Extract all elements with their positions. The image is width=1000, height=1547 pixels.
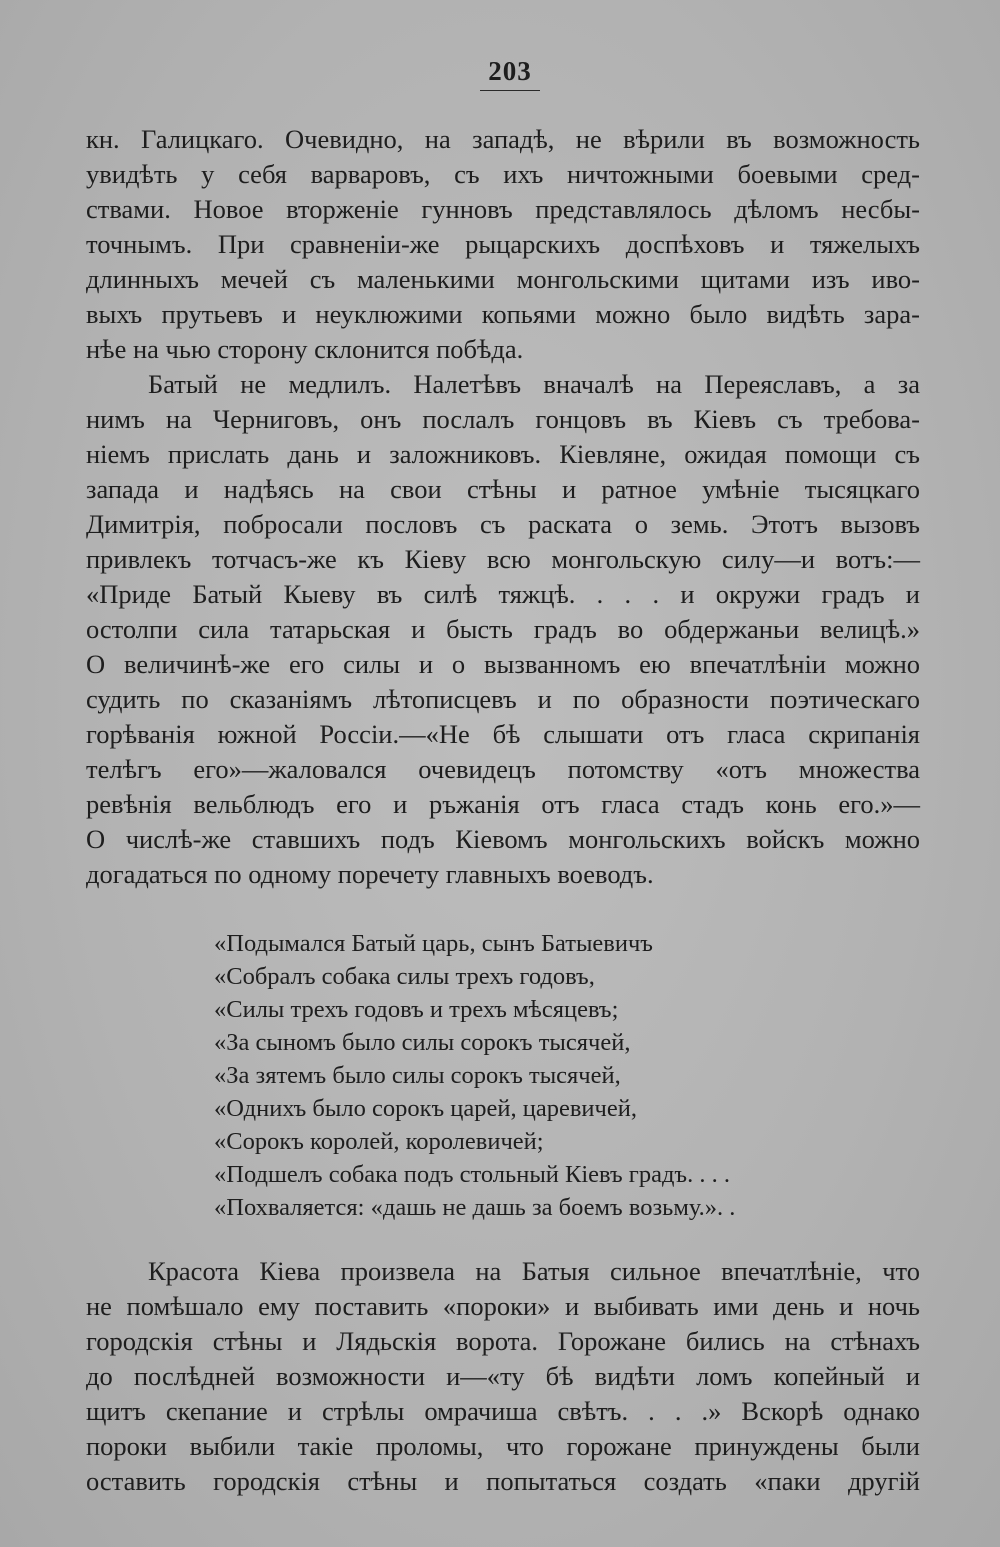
paragraph2-line: телѣгъ его»—жаловался очевидецъ потомству «отъ множества (86, 754, 920, 784)
paragraph2-line: ніемъ прислать дань и заложниковъ. Кіевляне, ожидая помощи съ (86, 439, 920, 469)
paragraph1-line: ствами. Новое вторженіе гунновъ представлялось дѣломъ несбы- (86, 194, 920, 224)
verse-line: «За сыномъ было силы сорокъ тысячей, (214, 1029, 631, 1056)
verse-line: «Похваляется: «дашь не дашь за боемъ возьму.». . (214, 1194, 736, 1221)
paragraph2-line: привлекъ тотчасъ-же къ Кіеву всю монгольскую силу—и вотъ:— (86, 544, 920, 574)
paragraph2-line: О величинѣ-же его силы и о вызванномъ ею впечатлѣніи можно (86, 649, 920, 679)
paragraph2-line: «Приде Батый Кыеву въ силѣ тяжцѣ. . . . и окружи градъ и (86, 579, 920, 609)
paragraph2-line: остолпи сила татарьская и бысть градъ во обдержаньи велицѣ.» (86, 614, 920, 644)
paragraph3-line: до послѣдней возможности и—«ту бѣ видѣти ломъ копейный и (86, 1361, 920, 1391)
paragraph2-line: нимъ на Черниговъ, онъ послалъ гонцовъ въ Кіевъ съ требова- (86, 404, 920, 434)
paragraph3-line: городскія стѣны и Лядьскія ворота. Горожане бились на стѣнахъ (86, 1326, 920, 1356)
paragraph2-line: судить по сказаніямъ лѣтописцевъ и по образности поэтическаго (86, 684, 920, 714)
verse-line: «Однихъ было сорокъ царей, царевичей, (214, 1095, 637, 1122)
paragraph3-line: Красота Кіева произвела на Батыя сильное впечатлѣніе, что (148, 1256, 920, 1286)
paragraph2-line: Димитрія, побросали пословъ съ раската о земь. Этотъ вызовъ (86, 509, 920, 539)
paragraph2-line: горѣванія южной Россіи.—«Не бѣ слышати отъ гласа скрипанія (86, 719, 920, 749)
paragraph2-line: запада и надѣясь на свои стѣны и ратное умѣніе тысяцкаго (86, 474, 920, 504)
paragraph1-line: кн. Галицкаго. Очевидно, на западѣ, не вѣрили въ возможность (86, 124, 920, 154)
verse-line: «Подымался Батый царь, сынъ Батыевичъ (214, 930, 653, 957)
paragraph2-line: догадаться по одному поречету главныхъ воеводъ. (86, 859, 654, 889)
verse-line: «За зятемъ было силы сорокъ тысячей, (214, 1062, 621, 1089)
verse-line: «Собралъ собака силы трехъ годовъ, (214, 963, 595, 990)
paragraph2-line: О числѣ-же ставшихъ подъ Кіевомъ монгольскихъ войскъ можно (86, 824, 920, 854)
paragraph1-line: точнымъ. При сравненіи-же рыцарскихъ доспѣховъ и тяжелыхъ (86, 229, 920, 259)
paragraph3-line: щитъ скепание и стрѣлы омрачиша свѣтъ. . . .» Вскорѣ однако (86, 1396, 920, 1426)
page-number: 203 (488, 56, 532, 86)
paragraph2-line: Батый не медлилъ. Налетѣвъ вначалѣ на Переяславъ, а за (148, 369, 920, 399)
paragraph1-line: длинныхъ мечей съ маленькими монгольскими щитами изъ иво- (86, 264, 920, 294)
paragraph3-line: не помѣшало ему поставить «пороки» и выбивать ими день и ночь (86, 1291, 920, 1321)
paragraph3-line: пороки выбили такіе проломы, что горожане принуждены были (86, 1431, 920, 1461)
paragraph3-line: оставить городскія стѣны и попытаться создать «паки другій (86, 1466, 920, 1496)
verse-line: «Сорокъ королей, королевичей; (214, 1128, 544, 1155)
verse-line: «Подшелъ собака подъ стольный Кіевъ градъ. . . . (214, 1161, 730, 1188)
verse-line: «Силы трехъ годовъ и трехъ мѣсяцевъ; (214, 996, 619, 1023)
paragraph1-line: увидѣть у себя варваровъ, съ ихъ ничтожными боевыми сред- (86, 159, 920, 189)
paragraph1-line: выхъ прутьевъ и неуклюжими копьями можно было видѣть зара- (86, 299, 920, 329)
paragraph1-line: нѣе на чью сторону склонится побѣда. (86, 334, 524, 364)
paragraph2-line: ревѣнія вельблюдъ его и ръжанія отъ гласа стадъ конь его.»— (86, 789, 920, 819)
page-number-rule (480, 90, 540, 91)
